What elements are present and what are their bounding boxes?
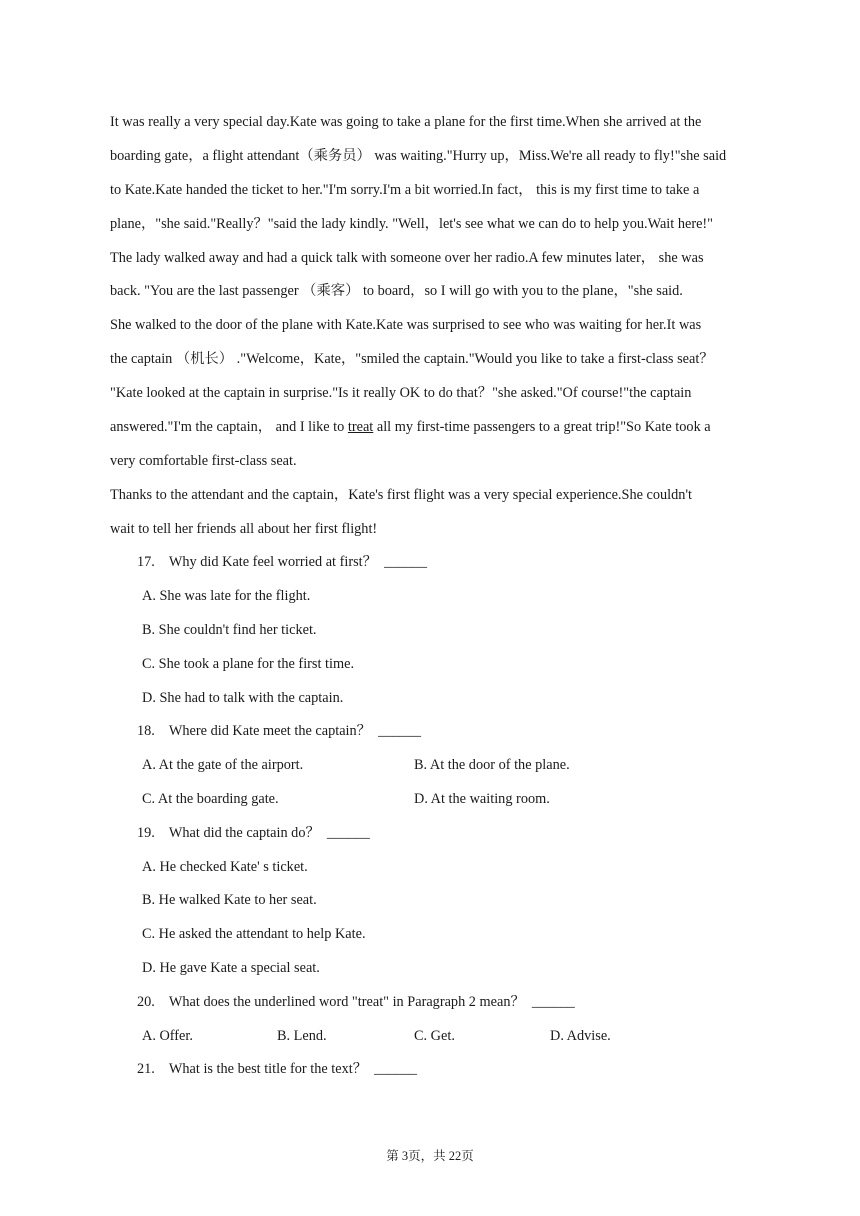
q18-option-d: D. At the waiting room. bbox=[414, 791, 550, 807]
passage-line-text: boarding gate，a flight attendant（乘务员） was waiting."Hurry up，Miss.We're all ready to fly!"she said bbox=[110, 147, 727, 164]
passage-line-text: The lady walked away and had a quick talk with someone over her radio.A few minutes later， she was bbox=[110, 249, 704, 266]
q20-option-d: D. Advise. bbox=[550, 1028, 611, 1044]
passage-line-text: Thanks to the attendant and the captain，Kate's first flight was a very special experience.She couldn't bbox=[110, 486, 692, 503]
paragraph-2-line bbox=[110, 517, 755, 551]
q18-option-b: B. At the door of the plane. bbox=[414, 757, 570, 773]
passage-line-text: back. "You are the last passenger （乘客） to board，so I will go with you to the plane，"she said. bbox=[110, 283, 683, 300]
passage-line-text: answered."I'm the captain， and I like to bbox=[110, 419, 348, 436]
underlined-word-treat: treat bbox=[347, 419, 374, 436]
page-footer: 第 3页，共 22页 bbox=[386, 1149, 474, 1163]
q17-option-c: C. She took a plane for the first time. bbox=[142, 656, 355, 672]
passage-line bbox=[110, 313, 755, 347]
passage-line-text: all my first-time passengers to a great trip!"So Kate took a bbox=[373, 419, 711, 436]
passage-line-text: "Kate looked at the captain in surprise."Is it really OK to do that？"she asked."Of course!"the captain bbox=[110, 385, 692, 402]
passage-line bbox=[110, 110, 755, 144]
q19-option-a: A. He checked Kate' s ticket. bbox=[142, 859, 308, 875]
passage-line bbox=[110, 212, 755, 246]
passage-line bbox=[110, 279, 755, 313]
passage-line bbox=[110, 381, 755, 415]
q17-option-d: D. She had to talk with the captain. bbox=[142, 690, 344, 706]
passage-line bbox=[110, 449, 755, 483]
passage-line bbox=[110, 415, 755, 449]
passage-line-text: wait to tell her friends all about her first flight! bbox=[110, 520, 378, 537]
paragraph-2-line bbox=[110, 483, 755, 517]
q18-option-c: C. At the boarding gate. bbox=[142, 791, 279, 807]
passage-line-text: She walked to the door of the plane with Kate.Kate was surprised to see who was waiting for her.It was bbox=[110, 317, 702, 334]
question-20: 20. What does the underlined word "treat" in Paragraph 2 mean？ ______ bbox=[137, 994, 575, 1010]
passage-line bbox=[110, 246, 755, 280]
passage-line-text: plane，"she said."Really？"said the lady kindly. "Well，let's see what we can do to help you.Wait here!" bbox=[110, 215, 714, 232]
q19-option-d: D. He gave Kate a special seat. bbox=[142, 960, 320, 976]
question-18: 18. Where did Kate meet the captain？ ______ bbox=[137, 723, 421, 739]
q17-option-a: A. She was late for the flight. bbox=[142, 588, 311, 604]
q19-option-c: C. He asked the attendant to help Kate. bbox=[142, 926, 366, 942]
passage-line-text: the captain （机长） ."Welcome，Kate，"smiled the captain."Would you like to take a first-class seat？ bbox=[110, 351, 714, 368]
question-21: 21. What is the best title for the text？ ______ bbox=[137, 1061, 418, 1077]
passage-line bbox=[110, 178, 755, 212]
passage-line bbox=[110, 347, 755, 381]
passage-line-text: to Kate.Kate handed the ticket to her."I'm sorry.I'm a bit worried.In fact， this is my first time to take a bbox=[110, 181, 700, 198]
q17-option-b: B. She couldn't find her ticket. bbox=[142, 622, 317, 638]
reading-passage bbox=[110, 110, 755, 551]
q20-option-b: B. Lend. bbox=[277, 1028, 327, 1044]
q19-option-b: B. He walked Kate to her seat. bbox=[142, 892, 317, 908]
q20-option-c: C. Get. bbox=[414, 1028, 455, 1044]
passage-line-text: very comfortable first-class seat. bbox=[110, 452, 297, 469]
question-19: 19. What did the captain do？ ______ bbox=[137, 825, 370, 841]
q18-option-a: A. At the gate of the airport. bbox=[142, 757, 304, 773]
q20-option-a: A. Offer. bbox=[142, 1028, 193, 1044]
passage-line bbox=[110, 144, 755, 178]
passage-line-text: It was really a very special day.Kate was going to take a plane for the first time.When she arrived at the bbox=[110, 114, 702, 130]
question-17: 17. Why did Kate feel worried at first？ ______ bbox=[137, 554, 427, 570]
